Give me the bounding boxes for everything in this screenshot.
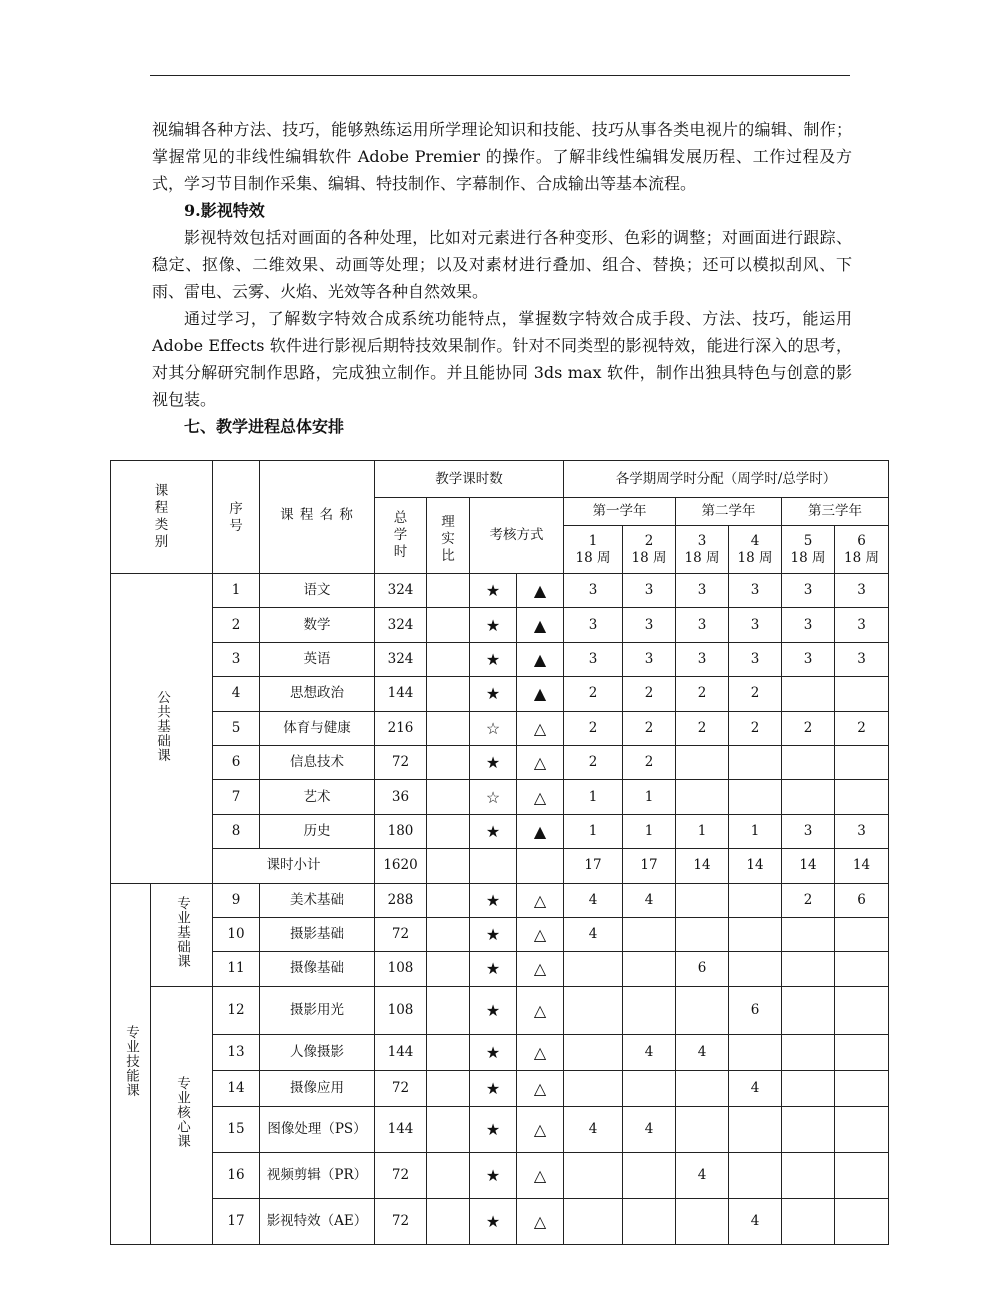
row-check-mark: △ [517, 1106, 564, 1152]
row-ratio [427, 1034, 470, 1070]
row-semester-4: 2 [729, 711, 782, 745]
row-semester-6 [835, 677, 889, 711]
row-semester-3: 3 [676, 574, 729, 608]
table-row [111, 986, 889, 1034]
row-total-hours: 324 [375, 642, 427, 676]
row-seq: 11 [213, 952, 260, 986]
header-year1: 第一学年 [564, 498, 676, 526]
header-hours-group: 教学课时数 [375, 461, 564, 498]
row-semester-2: 2 [623, 711, 676, 745]
row-semester-1 [564, 1198, 623, 1244]
row-semester-1 [564, 1070, 623, 1106]
row-course-name: 视频剪辑（PR） [260, 1152, 375, 1198]
row-seq: 13 [213, 1034, 260, 1070]
row-exam-mark: ★ [470, 952, 517, 986]
row-check-mark: ▲ [517, 574, 564, 608]
row-total-hours: 324 [375, 574, 427, 608]
row-semester-6: 3 [835, 642, 889, 676]
row-semester-5 [782, 780, 835, 814]
row-semester-5 [782, 986, 835, 1034]
row-semester-3: 4 [676, 1152, 729, 1198]
row-total-hours: 144 [375, 1034, 427, 1070]
row-exam-mark: ★ [470, 1198, 517, 1244]
row-seq: 8 [213, 814, 260, 848]
row-semester-1: 3 [564, 574, 623, 608]
row-ratio [427, 917, 470, 951]
row-semester-4 [729, 917, 782, 951]
row-seq: 6 [213, 745, 260, 779]
row-semester-2: 2 [623, 745, 676, 779]
row-total-hours: 288 [375, 883, 427, 917]
row-check-mark: △ [517, 1152, 564, 1198]
row-semester-2 [623, 1152, 676, 1198]
row-semester-1: 2 [564, 711, 623, 745]
subtotal-semester-3: 14 [676, 849, 729, 883]
row-semester-1: 3 [564, 608, 623, 642]
row-seq: 9 [213, 883, 260, 917]
header-year3: 第三学年 [782, 498, 889, 526]
row-semester-2: 4 [623, 883, 676, 917]
row-semester-1 [564, 1034, 623, 1070]
header-total-hours: 总 学 时 [375, 498, 427, 574]
row-semester-5 [782, 745, 835, 779]
row-semester-4 [729, 780, 782, 814]
header-assessment: 考核方式 [470, 498, 564, 574]
row-check-mark: △ [517, 952, 564, 986]
row-check-mark: △ [517, 1034, 564, 1070]
row-semester-1 [564, 986, 623, 1034]
row-total-hours: 216 [375, 711, 427, 745]
subtotal-semester-4: 14 [729, 849, 782, 883]
row-check-mark: △ [517, 1198, 564, 1244]
row-exam-mark: ★ [470, 1034, 517, 1070]
row-semester-6 [835, 1034, 889, 1070]
row-exam-mark: ★ [470, 883, 517, 917]
row-semester-3: 3 [676, 642, 729, 676]
row-check-mark: △ [517, 986, 564, 1034]
row-semester-1: 2 [564, 677, 623, 711]
row-check-mark: ▲ [517, 642, 564, 676]
row-exam-mark: ★ [470, 574, 517, 608]
header-year2: 第二学年 [676, 498, 782, 526]
row-exam-mark: ★ [470, 608, 517, 642]
row-semester-4 [729, 952, 782, 986]
table-row [111, 1198, 889, 1244]
row-exam-mark: ★ [470, 1152, 517, 1198]
row-semester-1: 1 [564, 780, 623, 814]
row-semester-4 [729, 883, 782, 917]
row-semester-2: 2 [623, 677, 676, 711]
row-semester-2 [623, 1070, 676, 1106]
row-semester-4: 6 [729, 986, 782, 1034]
row-semester-5 [782, 1070, 835, 1106]
row-total-hours: 72 [375, 745, 427, 779]
table-row [111, 711, 889, 745]
table-row [111, 1152, 889, 1198]
table-row [111, 745, 889, 779]
row-semester-3 [676, 1106, 729, 1152]
row-course-name: 摄影用光 [260, 986, 375, 1034]
row-semester-6: 3 [835, 574, 889, 608]
table-row [111, 780, 889, 814]
row-course-name: 图像处理（PS） [260, 1106, 375, 1152]
header-semester-6: 6 18 周 [835, 526, 889, 574]
header-semester-4: 4 18 周 [729, 526, 782, 574]
row-seq: 2 [213, 608, 260, 642]
row-semester-2: 3 [623, 574, 676, 608]
row-seq: 16 [213, 1152, 260, 1198]
row-semester-4 [729, 745, 782, 779]
row-ratio [427, 814, 470, 848]
row-semester-3 [676, 780, 729, 814]
row-ratio [427, 1106, 470, 1152]
teaching-plan-table [110, 460, 889, 1245]
row-total-hours: 72 [375, 1070, 427, 1106]
row-ratio [427, 1198, 470, 1244]
row-semester-3: 3 [676, 608, 729, 642]
row-semester-4: 4 [729, 1198, 782, 1244]
row-semester-2 [623, 917, 676, 951]
row-check-mark: ▲ [517, 608, 564, 642]
table-row [111, 574, 889, 608]
row-ratio [427, 986, 470, 1034]
row-semester-1: 4 [564, 883, 623, 917]
paragraph-effects-intro: 影视特效包括对画面的各种处理，比如对元素进行各种变形、色彩的调整；对画面进行跟踪、稳定、抠像、二维效果、动画等处理；以及对素材进行叠加、组合、替换；还可以模拟刮风、下雨、雷电、云雾、火焰、光效等各种自然效果。 [152, 228, 852, 301]
row-semester-3 [676, 883, 729, 917]
row-semester-6: 2 [835, 711, 889, 745]
row-semester-5 [782, 1152, 835, 1198]
header-seq: 序 号 [213, 461, 260, 574]
row-semester-1: 4 [564, 1106, 623, 1152]
row-check-mark: △ [517, 917, 564, 951]
row-semester-1: 3 [564, 642, 623, 676]
row-ratio [427, 711, 470, 745]
table-row [111, 883, 889, 917]
row-course-name: 摄像应用 [260, 1070, 375, 1106]
row-semester-5: 2 [782, 883, 835, 917]
row-ratio [427, 952, 470, 986]
row-exam-mark: ☆ [470, 711, 517, 745]
row-semester-2: 4 [623, 1106, 676, 1152]
row-semester-3 [676, 745, 729, 779]
section-heading-effects: 9.影视特效 [184, 201, 265, 220]
row-semester-3: 1 [676, 814, 729, 848]
row-semester-6 [835, 780, 889, 814]
row-seq: 3 [213, 642, 260, 676]
row-semester-5 [782, 677, 835, 711]
row-semester-3 [676, 917, 729, 951]
row-semester-5: 3 [782, 608, 835, 642]
row-semester-5 [782, 952, 835, 986]
row-exam-mark: ★ [470, 917, 517, 951]
row-seq: 12 [213, 986, 260, 1034]
row-semester-1 [564, 1152, 623, 1198]
table-row [111, 642, 889, 676]
row-semester-2: 1 [623, 780, 676, 814]
row-semester-2: 4 [623, 1034, 676, 1070]
row-seq: 15 [213, 1106, 260, 1152]
row-semester-5: 3 [782, 642, 835, 676]
row-total-hours: 72 [375, 1152, 427, 1198]
row-check-mark: △ [517, 1070, 564, 1106]
row-ratio [427, 745, 470, 779]
row-exam-mark: ★ [470, 986, 517, 1034]
row-semester-3: 4 [676, 1034, 729, 1070]
row-total-hours: 144 [375, 1106, 427, 1152]
table-row [111, 1034, 889, 1070]
group-professional-basic: 专业基础课 [151, 883, 213, 986]
subtotal-check [517, 849, 564, 883]
row-course-name: 人像摄影 [260, 1034, 375, 1070]
row-check-mark: △ [517, 780, 564, 814]
header-semester-5: 5 18 周 [782, 526, 835, 574]
row-semester-5 [782, 917, 835, 951]
row-course-name: 影视特效（AE） [260, 1198, 375, 1244]
row-semester-4: 3 [729, 574, 782, 608]
group-professional-core: 专业核心课 [151, 986, 213, 1244]
subtotal-semester-6: 14 [835, 849, 889, 883]
row-semester-5 [782, 1034, 835, 1070]
row-semester-4: 3 [729, 608, 782, 642]
row-semester-2 [623, 952, 676, 986]
group-public-basic: 公共基础课 [111, 574, 213, 884]
row-semester-4 [729, 1034, 782, 1070]
row-semester-6 [835, 745, 889, 779]
row-semester-5 [782, 1198, 835, 1244]
row-seq: 5 [213, 711, 260, 745]
row-ratio [427, 883, 470, 917]
row-total-hours: 144 [375, 677, 427, 711]
row-semester-6: 3 [835, 608, 889, 642]
header-category: 课 程 类 别 [111, 461, 213, 574]
row-semester-6: 6 [835, 883, 889, 917]
row-semester-4 [729, 1106, 782, 1152]
row-semester-3 [676, 1198, 729, 1244]
row-seq: 10 [213, 917, 260, 951]
row-exam-mark: ★ [470, 642, 517, 676]
row-semester-5: 3 [782, 574, 835, 608]
row-exam-mark: ★ [470, 1070, 517, 1106]
paragraph-effects-goals: 通过学习，了解数字特效合成系统功能特点，掌握数字特效合成手段、方法、技巧，能运用 Adobe Effects 软件进行影视后期特技效果制作。针对不同类型的影视特效，能进行深入的思考，对其分解研究制作思路，完成独立制作。并且能协同 3ds max 软件，制作出独具特色与创意的影视包装。 [152, 309, 852, 409]
row-total-hours: 180 [375, 814, 427, 848]
row-ratio [427, 1070, 470, 1106]
header-course-name: 课 程 名 称 [260, 461, 375, 574]
paragraph-editing: 视编辑各种方法、技巧，能够熟练运用所学理论知识和技能、技巧从事各类电视片的编辑、制作；掌握常见的非线性编辑软件 Adobe Premier 的操作。了解非线性编辑发展历程、工作过程及方式，学习节目制作采集、编辑、特技制作、字幕制作、合成输出等基本流程。 [152, 120, 852, 193]
row-semester-6 [835, 1152, 889, 1198]
row-course-name: 美术基础 [260, 883, 375, 917]
row-course-name: 思想政治 [260, 677, 375, 711]
row-total-hours: 72 [375, 917, 427, 951]
subtotal-label: 课时小计 [213, 849, 375, 883]
row-total-hours: 36 [375, 780, 427, 814]
header-ratio: 理 实 比 [427, 498, 470, 574]
row-ratio [427, 780, 470, 814]
row-semester-6 [835, 917, 889, 951]
table-row [111, 608, 889, 642]
row-total-hours: 324 [375, 608, 427, 642]
subtotal-exam [470, 849, 517, 883]
row-semester-4 [729, 1152, 782, 1198]
row-ratio [427, 574, 470, 608]
subtotal-semester-1: 17 [564, 849, 623, 883]
row-seq: 4 [213, 677, 260, 711]
subtotal-row [111, 849, 889, 883]
row-seq: 14 [213, 1070, 260, 1106]
subtotal-ratio [427, 849, 470, 883]
row-semester-3: 2 [676, 711, 729, 745]
row-ratio [427, 1152, 470, 1198]
row-semester-5: 3 [782, 814, 835, 848]
header-semester-2: 2 18 周 [623, 526, 676, 574]
body-text [152, 116, 852, 440]
row-semester-3: 6 [676, 952, 729, 986]
subtotal-semester-5: 14 [782, 849, 835, 883]
row-course-name: 艺术 [260, 780, 375, 814]
row-seq: 1 [213, 574, 260, 608]
row-semester-3 [676, 1070, 729, 1106]
row-course-name: 英语 [260, 642, 375, 676]
row-semester-2: 3 [623, 642, 676, 676]
row-check-mark: △ [517, 711, 564, 745]
row-semester-3: 2 [676, 677, 729, 711]
section-heading-schedule: 七、教学进程总体安排 [184, 417, 345, 436]
row-exam-mark: ★ [470, 1106, 517, 1152]
row-total-hours: 72 [375, 1198, 427, 1244]
row-course-name: 信息技术 [260, 745, 375, 779]
row-semester-1 [564, 952, 623, 986]
group-professional-skill: 专业技能课 [111, 883, 151, 1244]
row-check-mark: △ [517, 883, 564, 917]
row-semester-2 [623, 986, 676, 1034]
row-seq: 7 [213, 780, 260, 814]
row-semester-6 [835, 986, 889, 1034]
row-semester-4: 3 [729, 642, 782, 676]
row-semester-6 [835, 1070, 889, 1106]
row-course-name: 体育与健康 [260, 711, 375, 745]
subtotal-hours: 1620 [375, 849, 427, 883]
row-course-name: 摄影基础 [260, 917, 375, 951]
table-row [111, 1106, 889, 1152]
row-semester-5 [782, 1106, 835, 1152]
row-ratio [427, 608, 470, 642]
row-course-name: 摄像基础 [260, 952, 375, 986]
row-check-mark: ▲ [517, 677, 564, 711]
table-row [111, 917, 889, 951]
row-total-hours: 108 [375, 952, 427, 986]
row-exam-mark: ★ [470, 745, 517, 779]
row-check-mark: △ [517, 745, 564, 779]
table-row [111, 952, 889, 986]
row-semester-6 [835, 952, 889, 986]
row-semester-4: 4 [729, 1070, 782, 1106]
row-course-name: 数学 [260, 608, 375, 642]
row-total-hours: 108 [375, 986, 427, 1034]
row-semester-4: 2 [729, 677, 782, 711]
row-semester-3 [676, 986, 729, 1034]
row-ratio [427, 677, 470, 711]
row-semester-6: 3 [835, 814, 889, 848]
header-distribution: 各学期周学时分配（周学时/总学时） [564, 461, 889, 498]
header-rule [150, 75, 850, 76]
row-semester-1: 1 [564, 814, 623, 848]
table-row [111, 814, 889, 848]
row-semester-6 [835, 1106, 889, 1152]
row-semester-2: 1 [623, 814, 676, 848]
row-semester-2: 3 [623, 608, 676, 642]
row-semester-5: 2 [782, 711, 835, 745]
row-exam-mark: ★ [470, 814, 517, 848]
row-check-mark: ▲ [517, 814, 564, 848]
row-ratio [427, 642, 470, 676]
header-semester-3: 3 18 周 [676, 526, 729, 574]
row-semester-4: 1 [729, 814, 782, 848]
row-semester-1: 2 [564, 745, 623, 779]
row-seq: 17 [213, 1198, 260, 1244]
row-semester-6 [835, 1198, 889, 1244]
header-semester-1: 1 18 周 [564, 526, 623, 574]
row-semester-1: 4 [564, 917, 623, 951]
table-row [111, 1070, 889, 1106]
table-row [111, 677, 889, 711]
row-exam-mark: ★ [470, 677, 517, 711]
subtotal-semester-2: 17 [623, 849, 676, 883]
row-course-name: 语文 [260, 574, 375, 608]
row-exam-mark: ☆ [470, 780, 517, 814]
row-course-name: 历史 [260, 814, 375, 848]
row-semester-2 [623, 1198, 676, 1244]
